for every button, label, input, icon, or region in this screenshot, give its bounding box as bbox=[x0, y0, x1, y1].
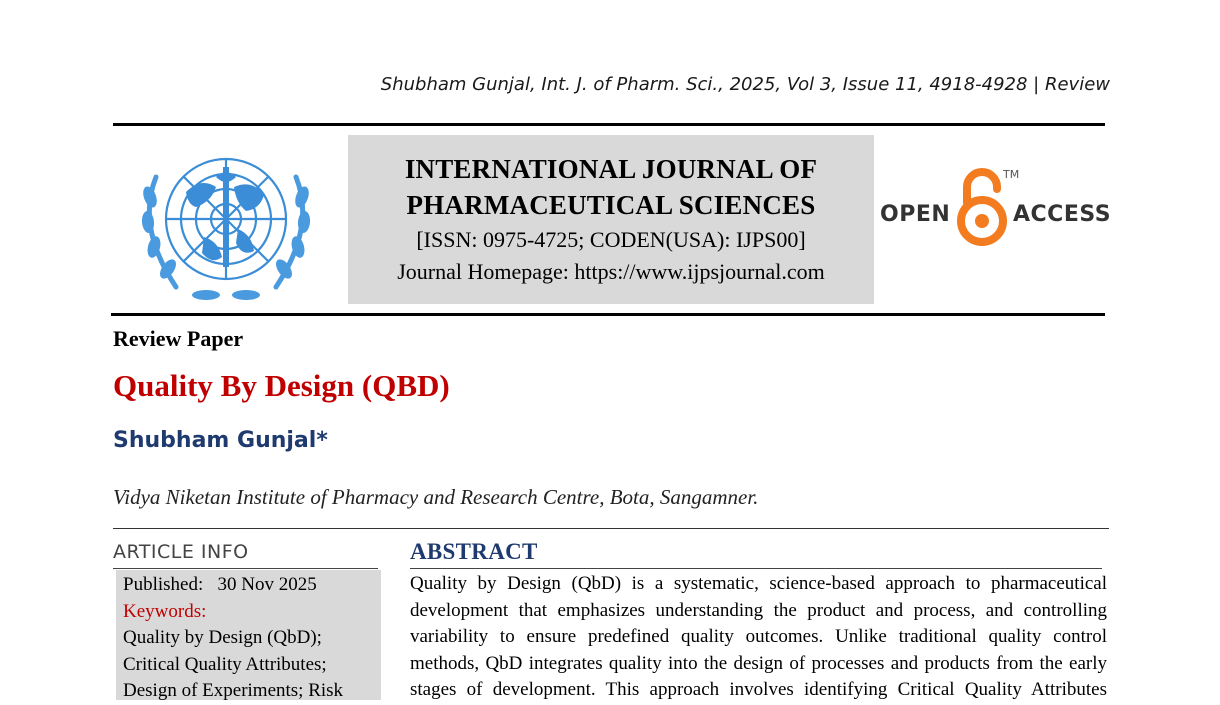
abstract-heading: ABSTRACT bbox=[410, 539, 538, 564]
journal-title-line-2: PHARMACEUTICAL SCIENCES bbox=[406, 190, 816, 220]
abstract-rule bbox=[410, 568, 1102, 569]
header-top-rule bbox=[113, 123, 1105, 126]
keywords-label: Keywords: bbox=[123, 600, 207, 622]
abstract-line: Quality by Design (QbD) is a systematic, science-based approach to pharmaceutical bbox=[410, 573, 1107, 594]
published-date: 30 Nov 2025 bbox=[217, 574, 317, 595]
published-row bbox=[123, 572, 381, 599]
running-header-citation: Shubham Gunjal, Int. J. of Pharm. Sci., 2025, Vol 3, Issue 11, 4918-4928 | Review bbox=[380, 74, 1110, 95]
published-label: Published: bbox=[123, 574, 204, 595]
open-access-lock-icon bbox=[955, 165, 1009, 249]
abstract-body bbox=[410, 571, 1107, 704]
author-name: Shubham Gunjal* bbox=[113, 428, 328, 453]
abstract-line: variability to ensure predefined quality outcomes. Unlike traditional quality control bbox=[410, 626, 1107, 647]
open-access-open-text: OPEN bbox=[880, 202, 951, 227]
keyword-item: Design of Experiments; Risk bbox=[123, 680, 344, 701]
open-access-trademark: TM bbox=[1003, 168, 1020, 181]
abstract-line: stages of development. This approach involves identifying Critical Quality Attributes bbox=[410, 679, 1107, 700]
paper-title: Quality By Design (QBD) bbox=[113, 368, 450, 403]
open-access-logo bbox=[880, 165, 1110, 255]
keyword-item: Quality by Design (QbD); bbox=[123, 627, 322, 648]
paper-type-label: Review Paper bbox=[113, 326, 244, 351]
header-bottom-rule bbox=[111, 313, 1105, 316]
article-info-rule bbox=[113, 568, 378, 569]
author-affiliation: Vidya Niketan Institute of Pharmacy and Research Centre, Bota, Sangamner. bbox=[113, 485, 759, 509]
open-access-access-text: ACCESS bbox=[1013, 202, 1112, 227]
abstract-line: methods, QbD integrates quality into the design of processes and products from the early bbox=[410, 652, 1107, 674]
journal-info-box bbox=[348, 135, 874, 304]
journal-issn: [ISSN: 0975-4725; CODEN(USA): IJPS00] bbox=[416, 227, 806, 252]
article-info-heading: ARTICLE INFO bbox=[113, 541, 249, 563]
section-divider bbox=[113, 528, 1109, 529]
journal-emblem-logo bbox=[126, 137, 326, 307]
keyword-item: Critical Quality Attributes; bbox=[123, 653, 327, 675]
journal-homepage: Journal Homepage: https://www.ijpsjournal.com bbox=[397, 259, 825, 284]
journal-title-line-1: INTERNATIONAL JOURNAL OF bbox=[404, 154, 818, 184]
article-info-box bbox=[116, 570, 381, 700]
abstract-line: development that emphasizes understanding the product and process, and controlling bbox=[410, 599, 1107, 621]
